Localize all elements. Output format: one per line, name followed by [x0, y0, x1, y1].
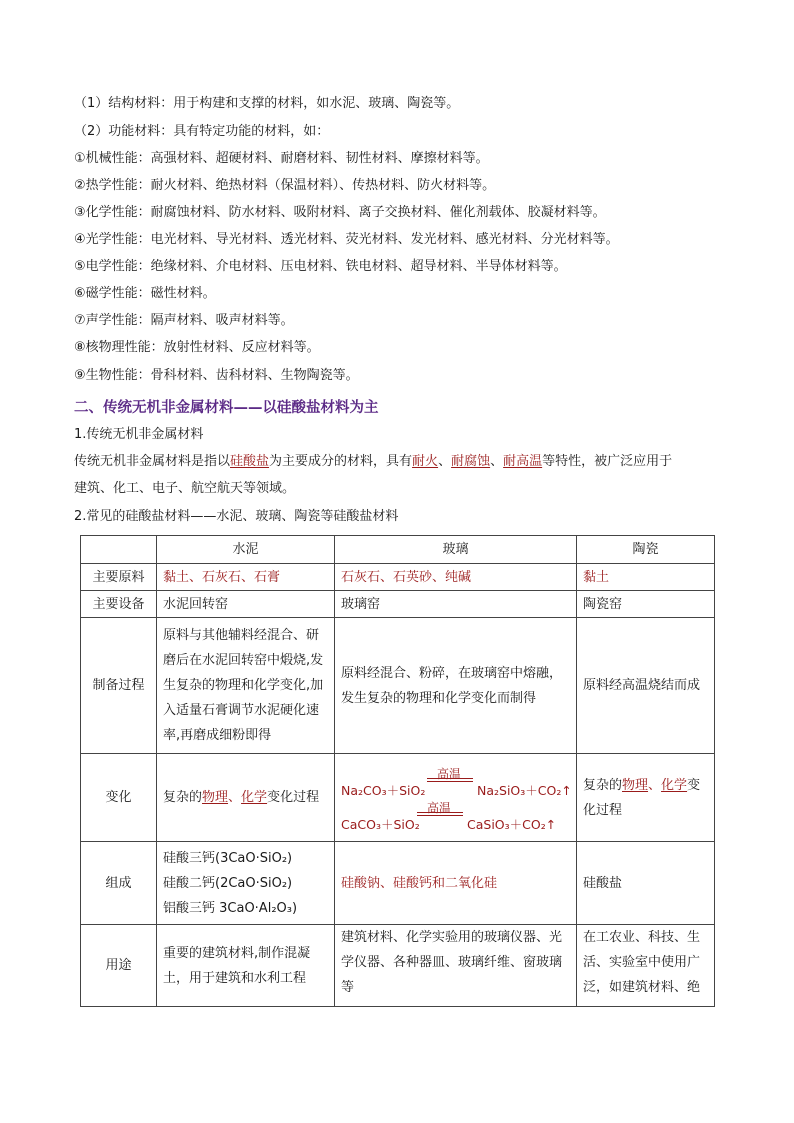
cell-ceramic-raw: 黏土: [577, 564, 715, 591]
cell-glass-raw: 石灰石、石英砂、纯碱: [335, 564, 577, 591]
equation-calcium-carbonate: CaCO₃＋SiO₂ 高温 CaSiO₃＋CO₂↑: [341, 798, 570, 832]
function-item-nuclear: ⑧核物理性能：放射性材料、反应材料等。: [74, 340, 320, 355]
silicate-materials-table: [80, 535, 715, 1007]
cell-ceramic-use: 在工农业、科技、生活、实验室中使用广泛，如建筑材料、绝: [577, 925, 715, 1007]
function-item-electrical: ⑤电学性能：绝缘材料、介电材料、压电材料、铁电材料、超导材料、半导体材料等。: [74, 259, 567, 274]
keyword-physical: 物理: [202, 790, 229, 805]
row-label-composition: 组成: [81, 842, 157, 925]
cell-ceramic-equipment: 陶瓷窑: [577, 591, 715, 618]
cell-cement-equipment: 水泥回转窑: [157, 591, 335, 618]
keyword-chemical: 化学: [241, 790, 268, 805]
cell-cement-process: 原料与其他辅料经混合、研磨后在水泥回转窑中煅烧,发生复杂的物理和化学变化,加入适量石膏调节水泥硬化速率,再磨成细粉即得: [157, 618, 335, 754]
definition-paragraph-line2: 建筑、化工、电子、航空航天等领域。: [74, 481, 296, 496]
header-cell-empty: [81, 536, 157, 564]
table-row: [81, 564, 715, 591]
cell-cement-raw: 黏土、石灰石、石膏: [157, 564, 335, 591]
cell-glass-composition: 硅酸钠、硅酸钙和二氧化硅: [335, 842, 577, 925]
table-row: [81, 618, 715, 754]
keyword-corrosion-resistant: 耐腐蚀: [451, 454, 491, 469]
intro-line-structural: （1）结构材料：用于构建和支撑的材料，如水泥、玻璃、陶瓷等。: [74, 96, 460, 111]
definition-paragraph: 传统无机非金属材料是指以硅酸盐为主要成分的材料，具有耐火、耐腐蚀、耐高温等特性，被广泛应用于: [74, 454, 673, 469]
function-item-magnetic: ⑥磁学性能：磁性材料。: [74, 286, 216, 301]
header-cell-ceramic: 陶瓷: [577, 536, 715, 564]
header-cell-cement: 水泥: [157, 536, 335, 564]
keyword-physical: 物理: [622, 777, 649, 793]
table-row: [81, 591, 715, 618]
row-label-raw: 主要原料: [81, 564, 157, 591]
cell-glass-process: 原料经混合、粉碎，在玻璃窑中熔融，发生复杂的物理和化学变化而制得: [335, 618, 577, 754]
cell-cement-change: 复杂的物理、化学变化过程: [157, 754, 335, 842]
function-item-optical: ④光学性能：电光材料、导光材料、透光材料、荧光材料、发光材料、感光材料、分光材料等。: [74, 232, 619, 247]
intro-line-functional: （2）功能材料：具有特定功能的材料，如：: [74, 124, 330, 139]
table-row: [81, 925, 715, 1007]
row-label-process: 制备过程: [81, 618, 157, 754]
equation-sodium-carbonate: Na₂CO₃＋SiO₂ 高温 Na₂SiO₃＋CO₂↑: [341, 764, 570, 798]
header-cell-glass: 玻璃: [335, 536, 577, 564]
cell-glass-change: [335, 754, 577, 842]
cell-ceramic-change: 复杂的物理、化学变 化过程: [577, 754, 715, 842]
row-label-equipment: 主要设备: [81, 591, 157, 618]
function-item-chemical: ③化学性能：耐腐蚀材料、防水材料、吸附材料、离子交换材料、催化剂载体、胶凝材料等。: [74, 205, 606, 220]
equation-condition: 高温: [437, 766, 462, 781]
cell-glass-use: 建筑材料、化学实验用的玻璃仪器、光学仪器、各种器皿、玻璃纤维、窗玻璃等: [335, 925, 577, 1007]
equation-equals-sign: [427, 778, 473, 782]
keyword-chemical: 化学: [661, 777, 688, 793]
function-item-mechanical: ①机械性能：高强材料、超硬材料、耐磨材料、韧性材料、摩擦材料等。: [74, 151, 489, 166]
keyword-silicate: 硅酸盐: [230, 454, 270, 469]
keyword-heat-resistant: 耐高温: [503, 454, 543, 469]
cell-cement-use: 重要的建筑材料,制作混凝土，用于建筑和水利工程: [157, 925, 335, 1007]
function-item-thermal: ②热学性能：耐火材料、绝热材料（保温材料）、传热材料、防火材料等。: [74, 178, 496, 193]
equation-equals-sign: [417, 812, 463, 816]
cell-cement-composition: 硅酸三钙(3CaO·SiO₂) 硅酸二钙(2CaO·SiO₂) 铝酸三钙 3CaO·Al₂O₃): [157, 842, 335, 925]
cell-ceramic-composition: 硅酸盐: [577, 842, 715, 925]
row-label-change: 变化: [81, 754, 157, 842]
table-header-row: [81, 536, 715, 564]
equation-condition: 高温: [427, 800, 452, 815]
keyword-fire-resistant: 耐火: [412, 454, 439, 469]
function-item-biological: ⑨生物性能：骨科材料、齿科材料、生物陶瓷等。: [74, 368, 359, 383]
table-row: [81, 754, 715, 842]
function-item-acoustic: ⑦声学性能：隔声材料、吸声材料等。: [74, 313, 294, 328]
table-row: [81, 842, 715, 925]
row-label-use: 用途: [81, 925, 157, 1007]
section-heading: 二、传统无机非金属材料——以硅酸盐材料为主: [74, 400, 379, 416]
cell-glass-equipment: 玻璃窑: [335, 591, 577, 618]
subsection-title-common: 2.常见的硅酸盐材料——水泥、玻璃、陶瓷等硅酸盐材料: [74, 509, 399, 524]
cell-ceramic-process: 原料经高温烧结而成: [577, 618, 715, 754]
subsection-title-traditional: 1.传统无机非金属材料: [74, 427, 204, 442]
